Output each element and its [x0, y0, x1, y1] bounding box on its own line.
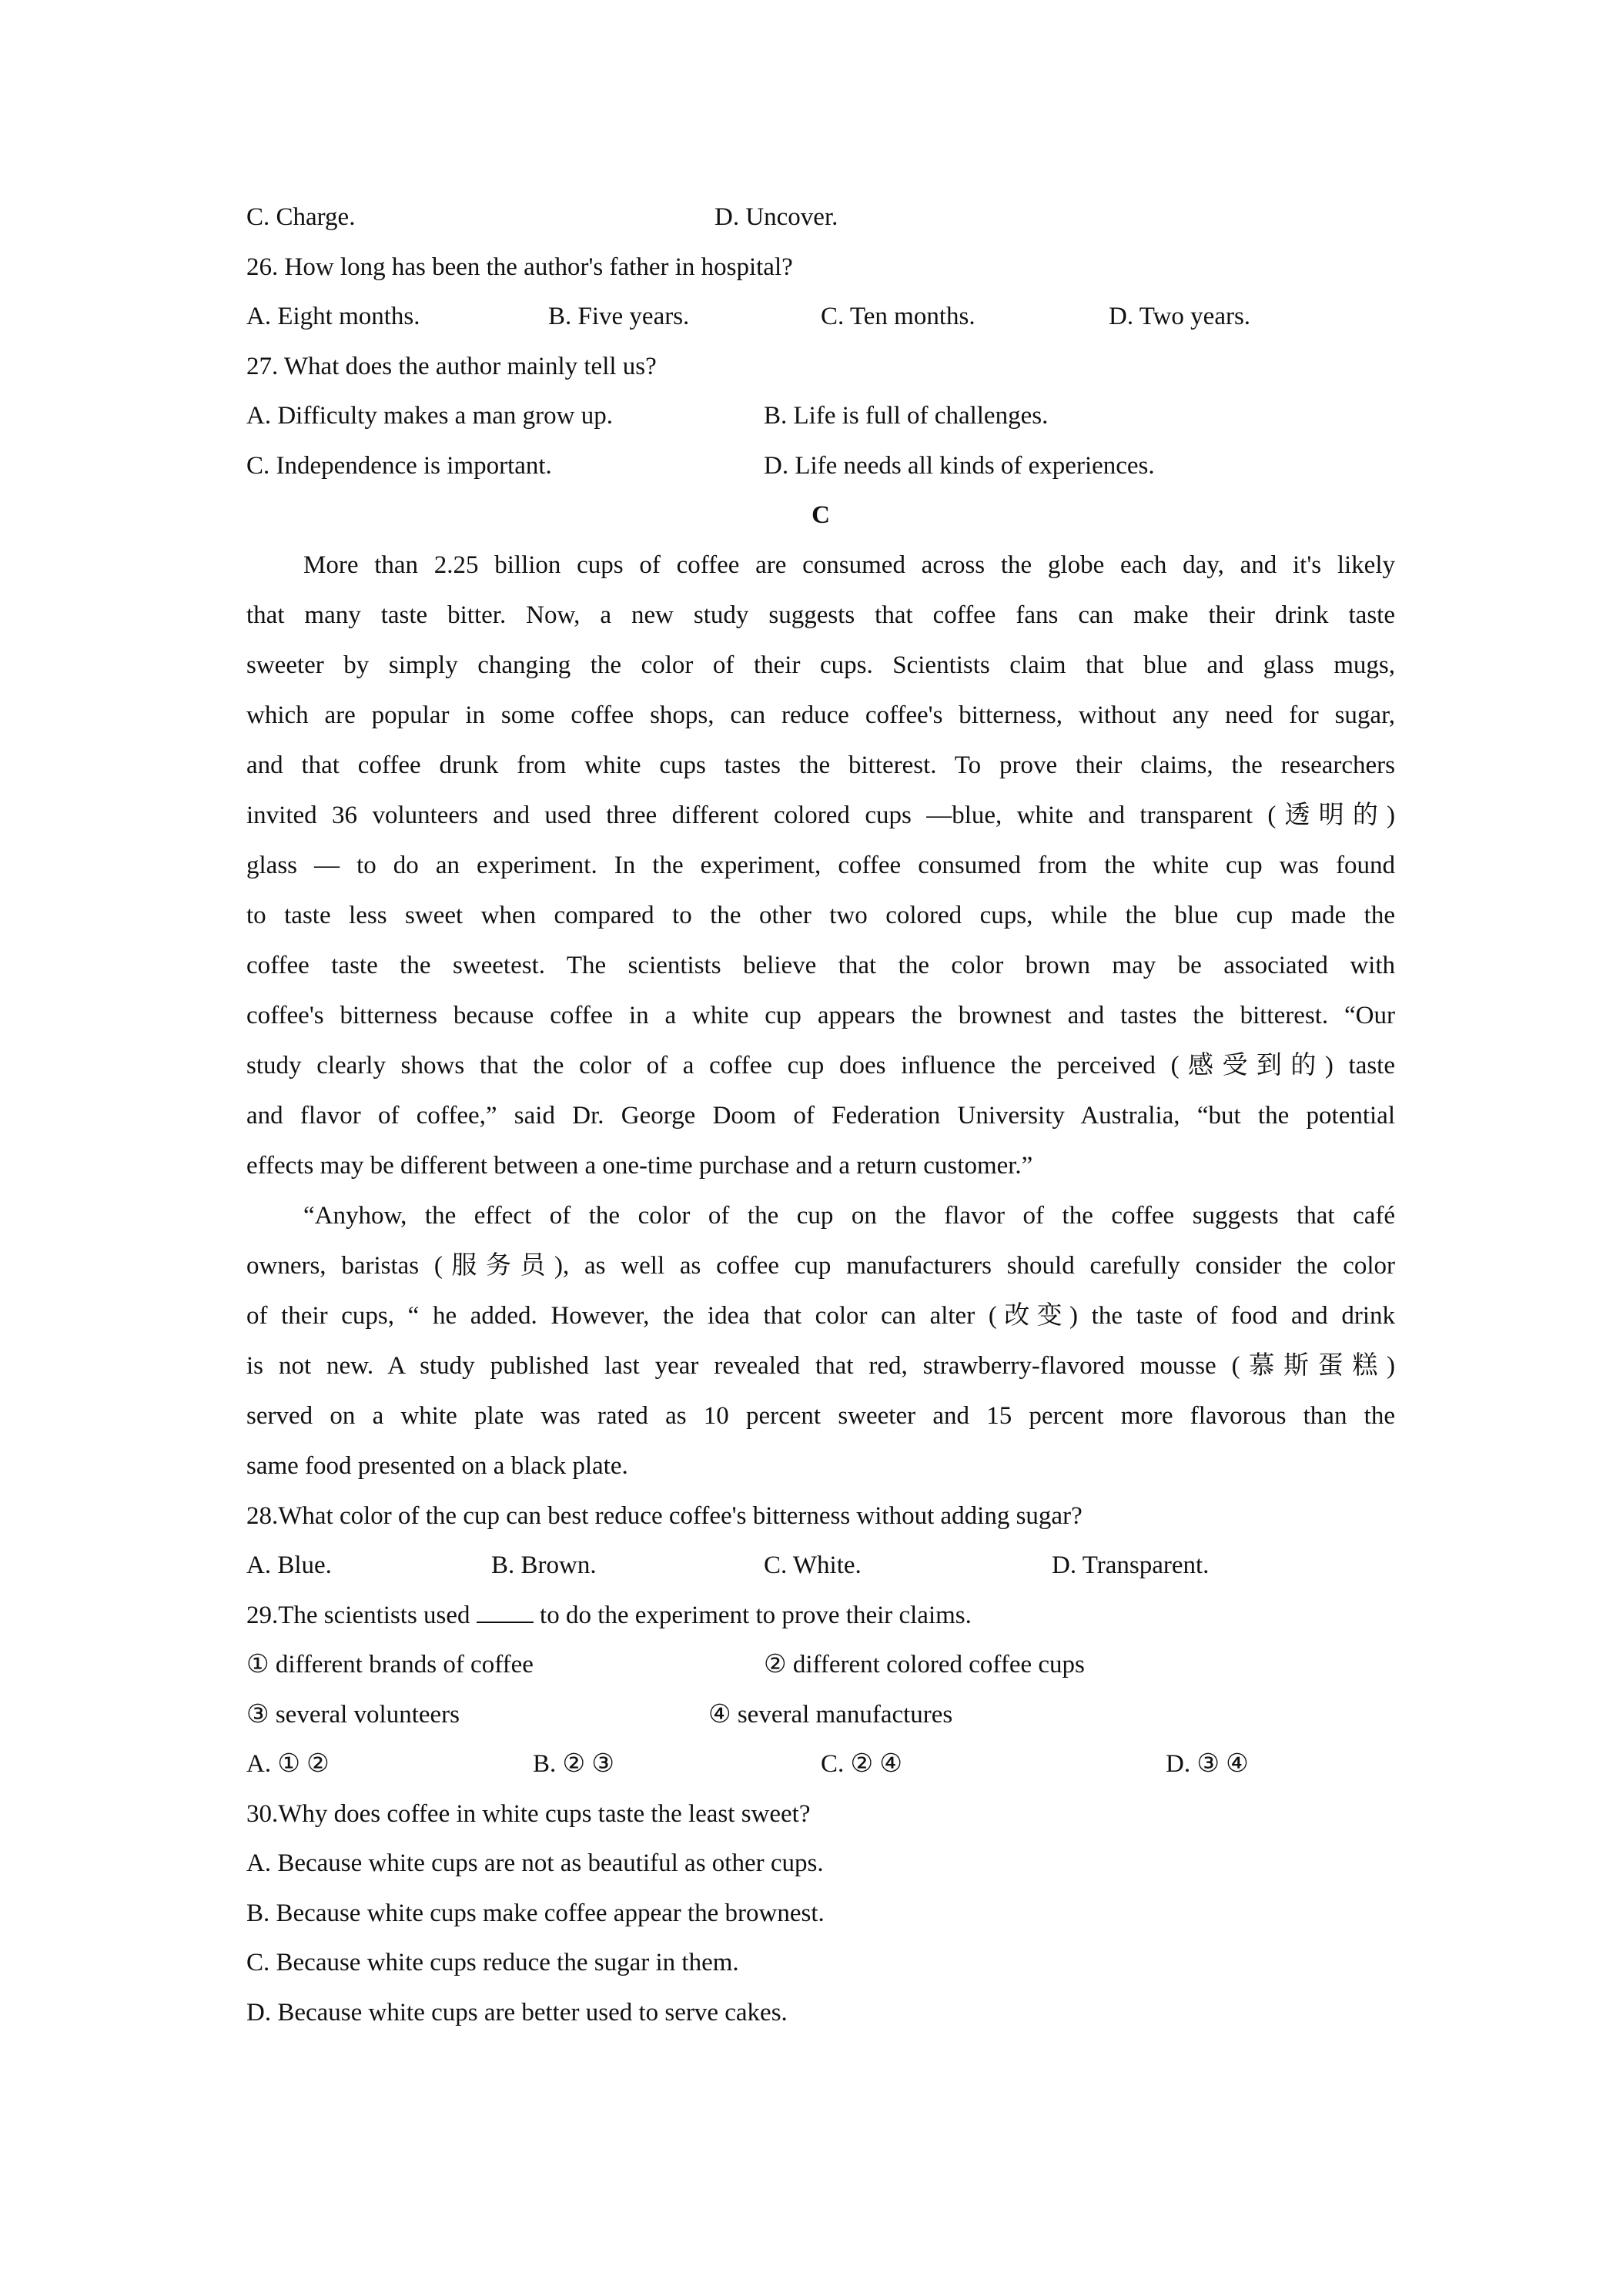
- q27-options-row-1: [246, 391, 1395, 441]
- passage-line: More than 2.25 billion cups of coffee are consumed across the globe each day, and it's likely: [303, 551, 1395, 579]
- q29-option-b[interactable]: B. ② ③: [533, 1750, 614, 1778]
- q30-option-b[interactable]: B. Because white cups make coffee appear the brownest.: [246, 1899, 825, 1927]
- q27-option-c[interactable]: C. Independence is important.: [246, 451, 552, 480]
- q26-option-d[interactable]: D. Two years.: [1109, 303, 1251, 330]
- passage-line: of their cups, “ he added. However, the idea that color can alter (改变) the taste of food and drink: [246, 1301, 1395, 1330]
- q28-option-a[interactable]: A. Blue.: [246, 1551, 332, 1579]
- q29-option-c[interactable]: C. ② ④: [821, 1750, 902, 1778]
- q27-options-row-2: [246, 441, 1395, 491]
- q28-option-b[interactable]: B. Brown.: [491, 1551, 597, 1579]
- passage-line: coffee's bitterness because coffee in a white cup appears the brownest and tastes the bitterest. “Our: [246, 1001, 1395, 1029]
- q29-items-row-2: [246, 1690, 1395, 1740]
- q25-options-row: [246, 192, 1395, 243]
- q29-question-end: to do the experiment to prove their claims.: [540, 1601, 972, 1629]
- q29-item-1: ① different brands of coffee: [246, 1651, 534, 1678]
- q28-question: 28.What color of the cup can best reduce coffee's bitterness without adding sugar?: [246, 1501, 1083, 1530]
- q29-options-row: [246, 1739, 1395, 1789]
- q26-option-a[interactable]: A. Eight months.: [246, 303, 420, 330]
- q27-option-b[interactable]: B. Life is full of challenges.: [764, 402, 1049, 430]
- q28-option-d[interactable]: D. Transparent.: [1052, 1551, 1210, 1579]
- q25-option-c[interactable]: C. Charge.: [246, 203, 356, 231]
- q29-item-3: ③ several volunteers: [246, 1700, 460, 1729]
- passage-line: glass — to do an experiment. In the experiment, coffee consumed from the white cup was found: [246, 851, 1395, 879]
- q26-option-b[interactable]: B. Five years.: [548, 303, 690, 330]
- q29-items-row-1: [246, 1640, 1395, 1690]
- q29-question: [246, 1591, 1395, 1641]
- q26-option-c[interactable]: C. Ten months.: [821, 303, 975, 330]
- passage-line: invited 36 volunteers and used three different colored cups —blue, white and transparent (透明的): [246, 801, 1395, 829]
- passage-line: is not new. A study published last year revealed that red, strawberry-flavored mousse (慕斯蛋糕): [246, 1351, 1395, 1380]
- passage-line: and that coffee drunk from white cups tastes the bitterest. To prove their claims, the researchers: [246, 751, 1395, 779]
- passage-line: coffee taste the sweetest. The scientists believe that the color brown may be associated with: [246, 951, 1395, 979]
- exam-page: [246, 192, 1395, 2037]
- q29-question-start: 29.The scientists used: [246, 1601, 470, 1629]
- passage-paragraph-2: [246, 1191, 1395, 1491]
- passage-line: which are popular in some coffee shops, can reduce coffee's bitterness, without any need for sugar,: [246, 701, 1395, 729]
- q30-option-d[interactable]: D. Because white cups are better used to serve cakes.: [246, 1998, 788, 2027]
- q28-options-row: [246, 1541, 1395, 1591]
- q26-question: 26. How long has been the author's father in hospital?: [246, 253, 793, 281]
- passage-paragraph-1: [246, 541, 1395, 1191]
- q29-item-4: ④ several manufactures: [708, 1700, 953, 1729]
- passage-line: that many taste bitter. Now, a new study suggests that coffee fans can make their drink taste: [246, 601, 1395, 629]
- q29-option-d[interactable]: D. ③ ④: [1166, 1750, 1249, 1778]
- q26-options-row: [246, 292, 1395, 342]
- q30-option-a[interactable]: A. Because white cups are not as beautiful as other cups.: [246, 1849, 824, 1877]
- q27-question: 27. What does the author mainly tell us?: [246, 352, 657, 380]
- passage-line: effects may be different between a one-time purchase and a return customer.”: [246, 1151, 1033, 1180]
- passage-line: “Anyhow, the effect of the color of the cup on the flavor of the coffee suggests that café: [303, 1201, 1395, 1230]
- passage-line: to taste less sweet when compared to the other two colored cups, while the blue cup made the: [246, 901, 1395, 929]
- passage-line: study clearly shows that the color of a coffee cup does influence the perceived (感受到的) taste: [246, 1051, 1395, 1079]
- section-title: C: [812, 501, 830, 529]
- q29-blank: [477, 1600, 534, 1623]
- passage-line: owners, baristas (服务员), as well as coffee cup manufacturers should carefully consider the color: [246, 1251, 1395, 1280]
- q30-option-c[interactable]: C. Because white cups reduce the sugar in them.: [246, 1949, 739, 1976]
- q29-item-2: ② different colored coffee cups: [764, 1651, 1085, 1678]
- q27-option-a[interactable]: A. Difficulty makes a man grow up.: [246, 402, 613, 430]
- passage-line: served on a white plate was rated as 10 percent sweeter and 15 percent more flavorous than the: [246, 1401, 1395, 1430]
- passage-line: and flavor of coffee,” said Dr. George Doom of Federation University Australia, “but the potential: [246, 1101, 1395, 1130]
- q27-option-d[interactable]: D. Life needs all kinds of experiences.: [764, 451, 1155, 480]
- passage-line: sweeter by simply changing the color of their cups. Scientists claim that blue and glass mugs,: [246, 651, 1395, 679]
- q25-option-d[interactable]: D. Uncover.: [714, 203, 838, 231]
- q29-option-a[interactable]: A. ① ②: [246, 1750, 330, 1778]
- passage-line: same food presented on a black plate.: [246, 1451, 628, 1480]
- q28-option-c[interactable]: C. White.: [764, 1551, 862, 1579]
- q30-question: 30.Why does coffee in white cups taste the least sweet?: [246, 1799, 811, 1828]
